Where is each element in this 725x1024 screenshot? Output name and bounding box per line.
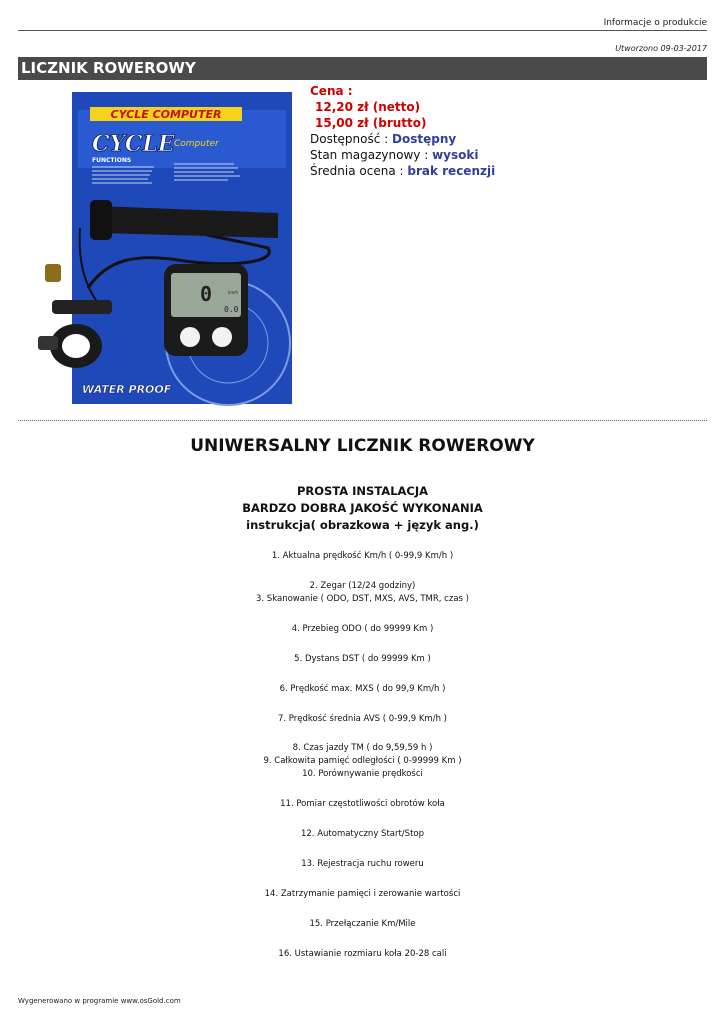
feature-item: 3. Skanowanie ( ODO, DST, MXS, AVS, TMR, czas ) bbox=[256, 594, 469, 604]
availability-label: Dostępność : bbox=[310, 132, 389, 146]
feature-item: 13. Rejestracja ruchu roweru bbox=[301, 859, 424, 869]
feature-item: 6. Prędkość max. MXS ( do 99,9 Km/h ) bbox=[279, 684, 446, 694]
logo-sub: Computer bbox=[174, 139, 219, 149]
description-sub-3: instrukcja( obrazkowa + język ang.) bbox=[246, 518, 479, 532]
availability-row bbox=[310, 131, 495, 147]
availability-value: Dostępny bbox=[392, 132, 457, 146]
stock-row bbox=[310, 147, 495, 163]
product-info bbox=[310, 83, 495, 179]
price-net: 12,20 zł (netto) bbox=[315, 100, 421, 114]
feature-item: 2. Zegar (12/24 godziny) bbox=[309, 581, 416, 591]
price-gross: 15,00 zł (brutto) bbox=[315, 116, 427, 130]
feature-item: 9. Całkowita pamięć odległości ( 0-99999 Km ) bbox=[263, 756, 462, 766]
functions-label: FUNCTIONS bbox=[92, 157, 132, 164]
feature-item: 7. Prędkość średnia AVS ( 0-99,9 Km/h ) bbox=[278, 714, 447, 724]
feature-item: 12. Automatyczny Start/Stop bbox=[300, 829, 424, 839]
display-value: 0 bbox=[199, 282, 213, 306]
feature-item: 16. Ustawianie rozmiaru koła 20-28 cali bbox=[278, 949, 447, 959]
product-image bbox=[28, 88, 300, 410]
section-label: Informacje o produkcie bbox=[603, 18, 707, 28]
display-small: 0.0 bbox=[224, 305, 239, 314]
feature-item: 10. Porównywanie prędkości bbox=[302, 769, 423, 779]
rating-value: brak recenzji bbox=[407, 164, 496, 178]
product-title-bar bbox=[18, 57, 707, 80]
dotted-divider bbox=[18, 420, 707, 421]
description-sub-1: PROSTA INSTALACJA bbox=[296, 484, 429, 498]
created-date: Utworzono 09-03-2017 bbox=[615, 44, 707, 53]
rating-row bbox=[310, 163, 495, 179]
price-label: Cena : bbox=[310, 84, 353, 98]
feature-item: 1. Aktualna prędkość Km/h ( 0-99,9 Km/h ) bbox=[271, 551, 454, 561]
feature-item: 14. Zatrzymanie pamięci i zerowanie wartości bbox=[264, 889, 461, 899]
waterproof-label: WATER PROOF bbox=[82, 383, 172, 396]
brand-text: CYCLE COMPUTER bbox=[110, 108, 222, 121]
header-divider bbox=[18, 30, 707, 31]
stock-label: Stan magazynowy : bbox=[310, 148, 429, 162]
stock-value: wysoki bbox=[432, 148, 479, 162]
feature-item: 5. Dystans DST ( do 99999 Km ) bbox=[294, 654, 431, 664]
footer-text: Wygenerowano w programie www.osGold.com bbox=[18, 997, 181, 1005]
feature-item: 15. Przełączanie Km/Mile bbox=[309, 919, 416, 929]
description-sub-2: BARDZO DOBRA JAKOŚĆ WYKONANIA bbox=[242, 501, 483, 515]
display-unit: km/h bbox=[228, 290, 239, 295]
product-title: LICZNIK ROWEROWY bbox=[21, 59, 196, 77]
feature-item: 8. Czas jazdy TM ( do 9,59,59 h ) bbox=[292, 743, 433, 753]
description-heading: UNIWERSALNY LICZNIK ROWEROWY bbox=[190, 436, 535, 456]
feature-item: 4. Przebieg ODO ( do 99999 Km ) bbox=[291, 624, 434, 634]
feature-item: 11. Pomiar częstotliwości obrotów koła bbox=[280, 799, 445, 809]
logo-text: CYCLE bbox=[92, 131, 175, 157]
rating-label: Średnia ocena : bbox=[310, 164, 404, 178]
